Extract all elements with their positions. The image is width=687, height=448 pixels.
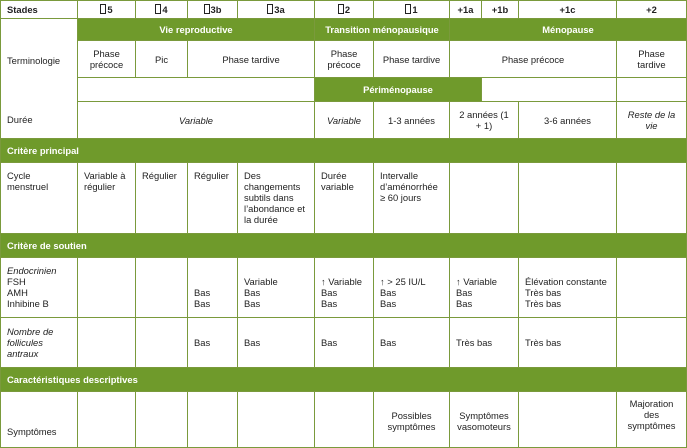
foll-stage-4 [136,318,188,368]
stage-4: 4 [136,1,188,19]
sympt-stage-3b [188,392,238,448]
sympt-stage-1: Possibles symptômes [374,392,450,448]
section-caracteristiques-label: Caractéristiques descriptives [1,368,687,392]
duree-2-ans: 2 années (1 + 1) [450,102,519,139]
endo-stage-plus1ab: ↑ Variable Bas Bas [450,258,519,318]
sympt-stage-5 [78,392,136,448]
endo-stage-5 [78,258,136,318]
duree-1-3-ans: 1-3 années [374,102,450,139]
foll-stage-plus1c: Très bas [519,318,617,368]
endocrinien-label [1,258,78,318]
cycle-stage-plus1c [519,163,617,234]
endo-stage-plus1c: Élévation constante Très bas Très bas [519,258,617,318]
sympt-stage-plus2: Majoration des symptômes [617,392,687,448]
endo-stage-plus2 [617,258,687,318]
foll-stage-5 [78,318,136,368]
cycle-stage-3a: Des changements subtils dans l’abondance et la durée [238,163,315,234]
endocrinien-title: Endocrinien [7,265,57,276]
phase-tardive-transition: Phase tardive [374,41,450,78]
terminologie-groups-row [1,19,687,41]
phase-precoce-repro: Phase précoce [78,41,136,78]
duree-label: Durée [1,102,78,139]
cycle-stage-1: Intervalle d’aménorrhée ≥ 60 jours [374,163,450,234]
foll-stage-2: Bas [315,318,374,368]
cycle-label: Cycle menstruel [1,163,78,234]
cycle-row [1,163,687,234]
stage-2: 2 [315,1,374,19]
sympt-stage-4 [136,392,188,448]
cycle-stage-5: Variable à régulier [78,163,136,234]
stades-label: Stades [1,1,78,19]
cycle-stage-plus1ab [450,163,519,234]
follicules-row [1,318,687,368]
stage-plus1c: +1c [519,1,617,19]
endocrinien-row [1,258,687,318]
foll-stage-plus2 [617,318,687,368]
foll-stage-1: Bas [374,318,450,368]
phase-pic: Pic [136,41,188,78]
symptomes-row [1,392,687,448]
endo-stage-3b: Bas Bas [188,258,238,318]
section-critere-principal [1,139,687,163]
foll-stage-plus1ab: Très bas [450,318,519,368]
phase-tardive-repro: Phase tardive [188,41,315,78]
section-critere-principal-label: Critère principal [1,139,687,163]
stage-plus1b: +1b [482,1,519,19]
duree-variable-transition: Variable [315,102,374,139]
sympt-stage-plus1c [519,392,617,448]
stage-plus2: +2 [617,1,687,19]
perimenopause-blank-3 [617,78,687,102]
duree-3-6-ans: 3-6 années [519,102,617,139]
symptomes-label: Symptômes [1,392,78,448]
sympt-stage-3a [238,392,315,448]
cycle-stage-3b: Régulier [188,163,238,234]
inhibine-label: Inhibine B [7,298,49,309]
stage-plus1a: +1a [450,1,482,19]
amh-label: AMH [7,287,28,298]
foll-stage-3b: Bas [188,318,238,368]
phase-precoce-transition: Phase précoce [315,41,374,78]
stage-header-row [1,1,687,19]
duree-variable-repro: Variable [78,102,315,139]
terminologie-phases-row [1,41,687,78]
cycle-stage-plus2 [617,163,687,234]
perimenopause-row [1,78,687,102]
follicules-label: Nombre de follicules antraux [1,318,78,368]
duree-reste-vie: Reste de la vie [617,102,687,139]
foll-stage-3a: Bas [238,318,315,368]
phase-tardive-menopause: Phase tardive [617,41,687,78]
section-caracteristiques [1,368,687,392]
perimenopause-header: Périménopause [315,78,482,102]
terminologie-label: Terminologie [1,19,78,102]
endo-stage-1: ↑ > 25 IU/L Bas Bas [374,258,450,318]
stage-5: 5 [78,1,136,19]
phase-precoce-menopause: Phase précoce [450,41,617,78]
cycle-stage-4: Régulier [136,163,188,234]
vie-reproductive-header: Vie reproductive [78,19,315,41]
menopause-header: Ménopause [450,19,687,41]
cycle-stage-2: Durée variable [315,163,374,234]
sympt-stage-plus1ab: Symptômes vasomoteurs [450,392,519,448]
duree-row [1,102,687,139]
endo-stage-4 [136,258,188,318]
section-critere-soutien [1,234,687,258]
stage-3b: 3b [188,1,238,19]
fsh-label: FSH [7,276,26,287]
perimenopause-blank [78,78,315,102]
perimenopause-blank-2 [482,78,617,102]
section-critere-soutien-label: Critère de soutien [1,234,687,258]
endo-stage-3a: Variable Bas Bas [238,258,315,318]
endo-stage-2: ↑ Variable Bas Bas [315,258,374,318]
transition-header: Transition ménopausique [315,19,450,41]
sympt-stage-2 [315,392,374,448]
stage-3a: 3a [238,1,315,19]
stage-1: 1 [374,1,450,19]
